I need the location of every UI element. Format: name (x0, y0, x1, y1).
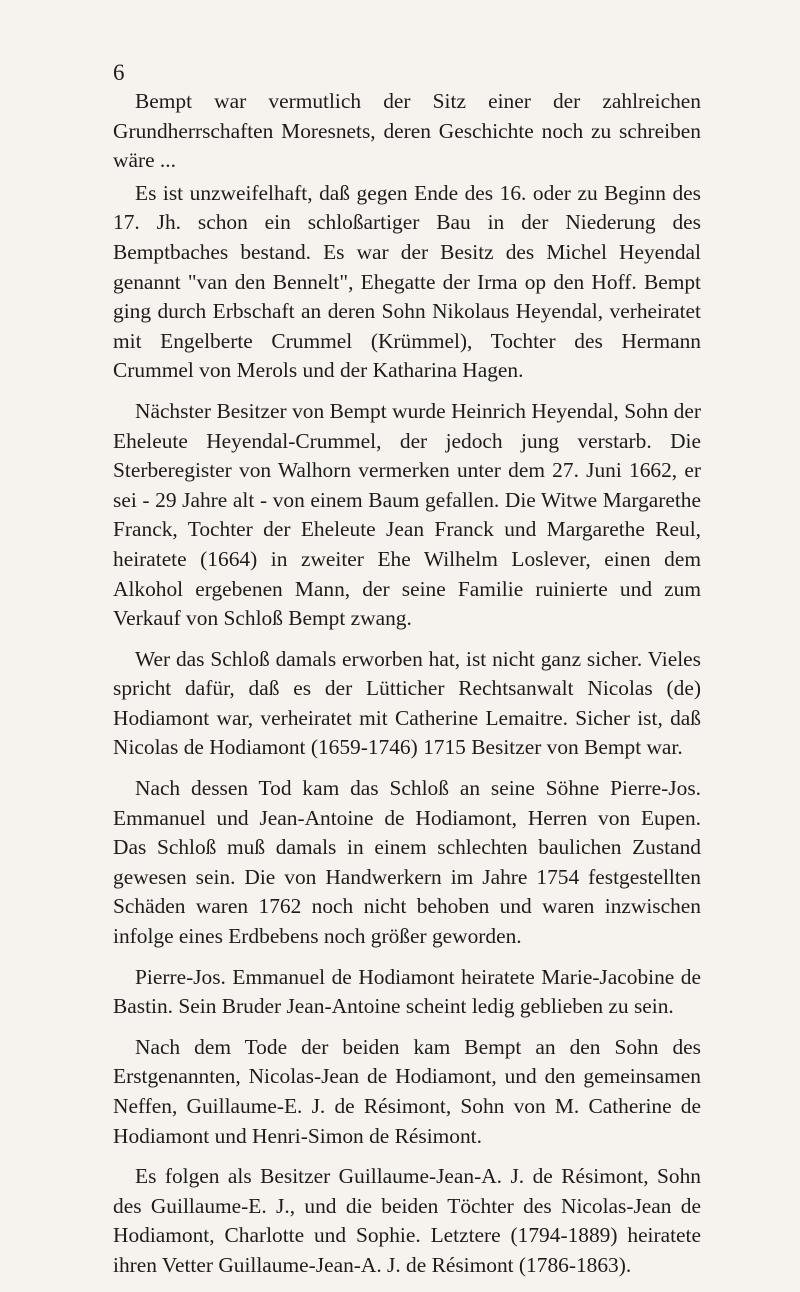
paragraph-6: Pierre-Jos. Emmanuel de Hodiamont heiratete Marie-Jacobine de Bastin. Sein Bruder Jean-Antoine scheint ledig geblieben zu sein. (113, 964, 701, 1019)
paragraph-7: Nach dem Tode der beiden kam Bempt an den Sohn des Erstgenannten, Nicolas-Jean de Hodiamont, und den gemeinsamen Neffen, Guillaume-E. J. de Résimont, Sohn von M. Catherine de Hodiamont und Henri-Simon de Résimont. (113, 1034, 701, 1148)
page-number: 6 (113, 60, 125, 85)
paragraph-4: Wer das Schloß damals erworben hat, ist nicht ganz sicher. Vieles spricht dafür, daß es der Lütticher Rechtsanwalt Nicolas (de) Hodiamont war, verheiratet mit Catherine Lemaitre. Sicher ist, daß Nicolas de Hodiamont (1659-1746) 1715 Besitzer von Bempt war. (113, 646, 701, 760)
paragraph-2: Es ist unzweifelhaft, daß gegen Ende des 16. oder zu Beginn des 17. Jh. schon ein schloßartiger Bau in der Niederung des Bemptbaches bestand. Es war der Besitz des Michel Heyendal genannt "van den Bennelt", Ehegatte der Irma op den Hoff. Bempt ging durch Erbschaft an deren Sohn Nikolaus Heyendal, verheiratet mit Engelberte Crummel (Krümmel), Tochter des Hermann Crummel von Merols und der Katharina Hagen. (113, 180, 701, 383)
body-text (113, 87, 701, 1292)
paragraph-5: Nach dessen Tod kam das Schloß an seine Söhne Pierre-Jos. Emmanuel und Jean-Antoine de Hodiamont, Herren von Eupen. Das Schloß muß damals in einem schlechten baulichen Zustand gewesen sein. Die von Handwerkern im Jahre 1754 festgestellten Schäden waren 1762 noch nicht behoben und waren inzwischen infolge eines Erdbebens noch größer geworden. (113, 776, 701, 949)
paragraph-8: Es folgen als Besitzer Guillaume-Jean-A. J. de Résimont, Sohn des Guillaume-E. J., und die beiden Töchter des Nicolas-Jean de Hodiamont, Charlotte und Sophie. Letztere (1794-1889) heiratete ihren Vetter Guillaume-Jean-A. J. de Résimont (1786-1863). (113, 1164, 701, 1277)
paragraph-1: Bempt war vermutlich der Sitz einer der zahlreichen Grundherrschaften Moresnets, deren Geschichte noch zu schreiben wäre ... (113, 89, 701, 173)
paragraph-3: Nächster Besitzer von Bempt wurde Heinrich Heyendal, Sohn der Eheleute Heyendal-Crummel, der jedoch jung verstarb. Die Sterberegister von Walhorn vermerken unter dem 27. Juni 1662, er sei - 29 Jahre alt - von einem Baum gefallen. Die Witwe Margarethe Franck, Tochter der Eheleute Jean Franck und Margarethe Reul, heiratete (1664) in zweiter Ehe Wilhelm Loslever, einen dem Alkohol ergebenen Mann, der seine Familie ruinierte und zum Verkauf von Schloß Bempt zwang. (113, 398, 701, 631)
